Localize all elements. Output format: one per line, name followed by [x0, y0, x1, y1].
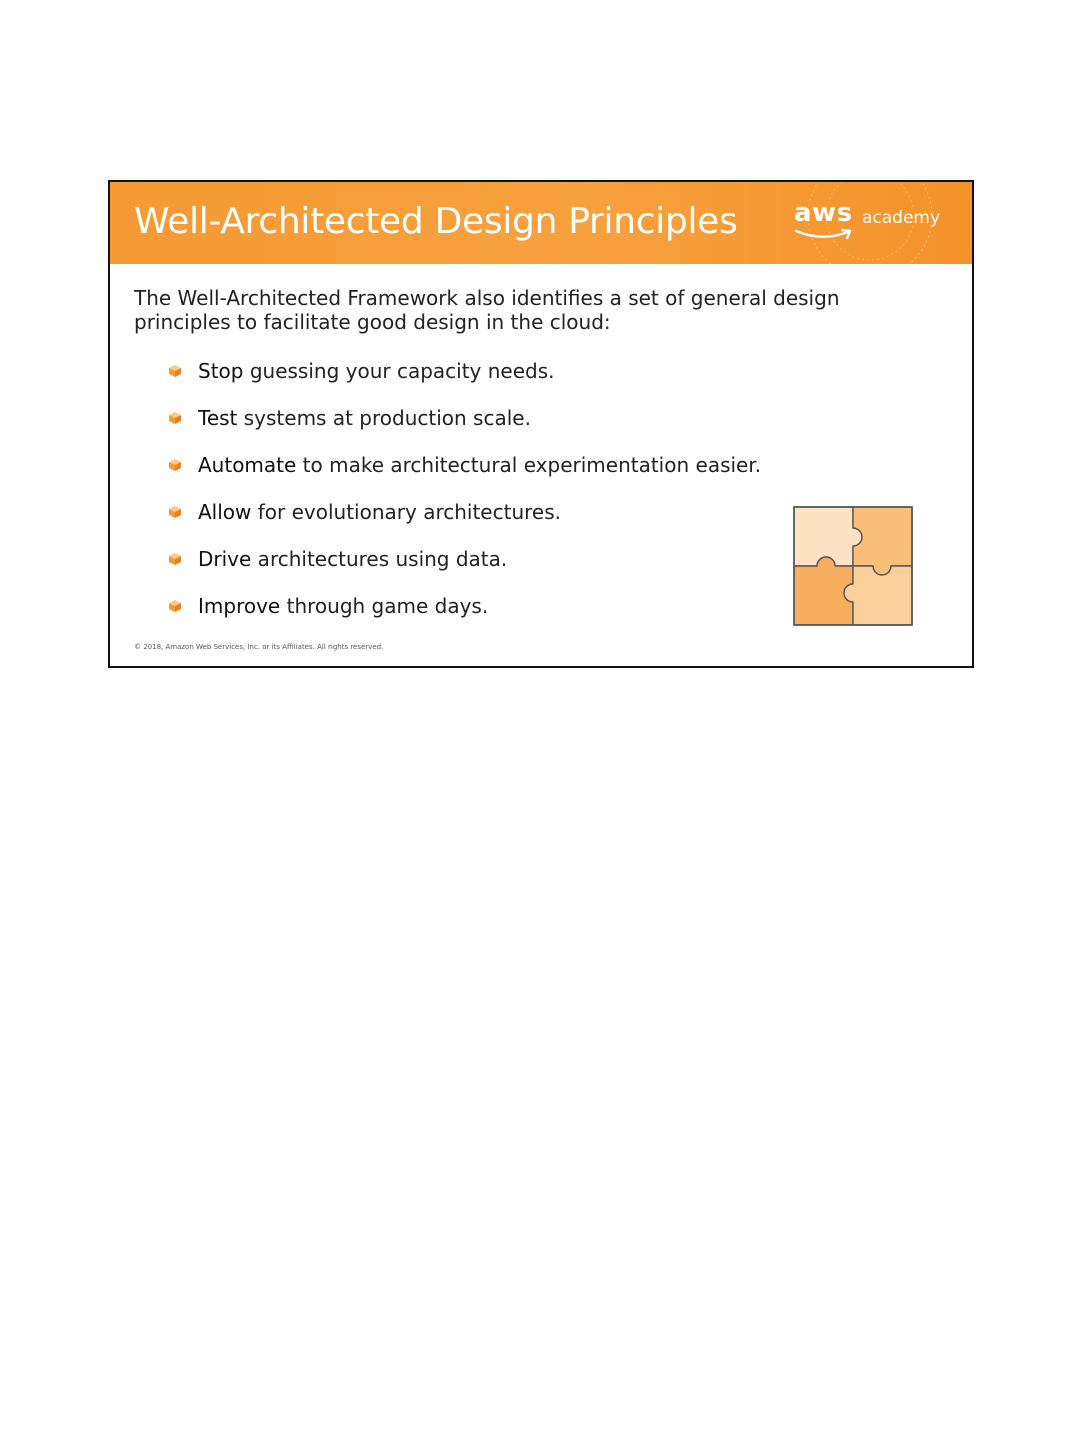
- logo-academy-text: academy: [862, 208, 941, 228]
- slide: [108, 180, 974, 668]
- logo-aws-mark: aws: [794, 198, 853, 228]
- principle-description: to make architectural experimentation easier.: [296, 453, 762, 477]
- principle-keyword: Automate: [198, 453, 297, 477]
- principle-keyword: Improve: [198, 594, 281, 618]
- slide-header: [110, 182, 972, 264]
- list-item-text: [198, 544, 507, 574]
- list-item-text: [198, 497, 561, 527]
- principle-description: architectures using data.: [251, 547, 508, 571]
- aws-academy-logo: [794, 198, 954, 248]
- intro-paragraph: The Well-Architected Framework also identifies a set of general design principles to facilitate good design in the cloud:: [134, 286, 840, 334]
- list-item-text: [198, 356, 555, 386]
- copyright-footer: © 2018, Amazon Web Services, Inc. or its Affiliates. All rights reserved.: [134, 643, 384, 651]
- aws-cube-bullet-icon: [168, 552, 182, 566]
- aws-cube-bullet-icon: [168, 599, 182, 613]
- puzzle-pieces-icon: [793, 506, 913, 626]
- principle-keyword: Allow: [198, 500, 252, 524]
- list-item-text: [198, 591, 488, 621]
- aws-cube-bullet-icon: [168, 505, 182, 519]
- principle-keyword: Stop: [198, 359, 244, 383]
- list-item-text: [198, 450, 761, 480]
- aws-smile-icon: [794, 228, 858, 242]
- slide-title: Well-Architected Design Principles: [134, 201, 738, 242]
- principle-keyword: Test: [198, 406, 238, 430]
- aws-cube-bullet-icon: [168, 411, 182, 425]
- aws-cube-bullet-icon: [168, 458, 182, 472]
- aws-cube-bullet-icon: [168, 364, 182, 378]
- principle-description: through game days.: [280, 594, 489, 618]
- principle-description: guessing your capacity needs.: [243, 359, 555, 383]
- principle-description: for evolutionary architectures.: [251, 500, 561, 524]
- list-item-text: [198, 403, 531, 433]
- principle-description: systems at production scale.: [237, 406, 531, 430]
- principle-keyword: Drive: [198, 547, 252, 571]
